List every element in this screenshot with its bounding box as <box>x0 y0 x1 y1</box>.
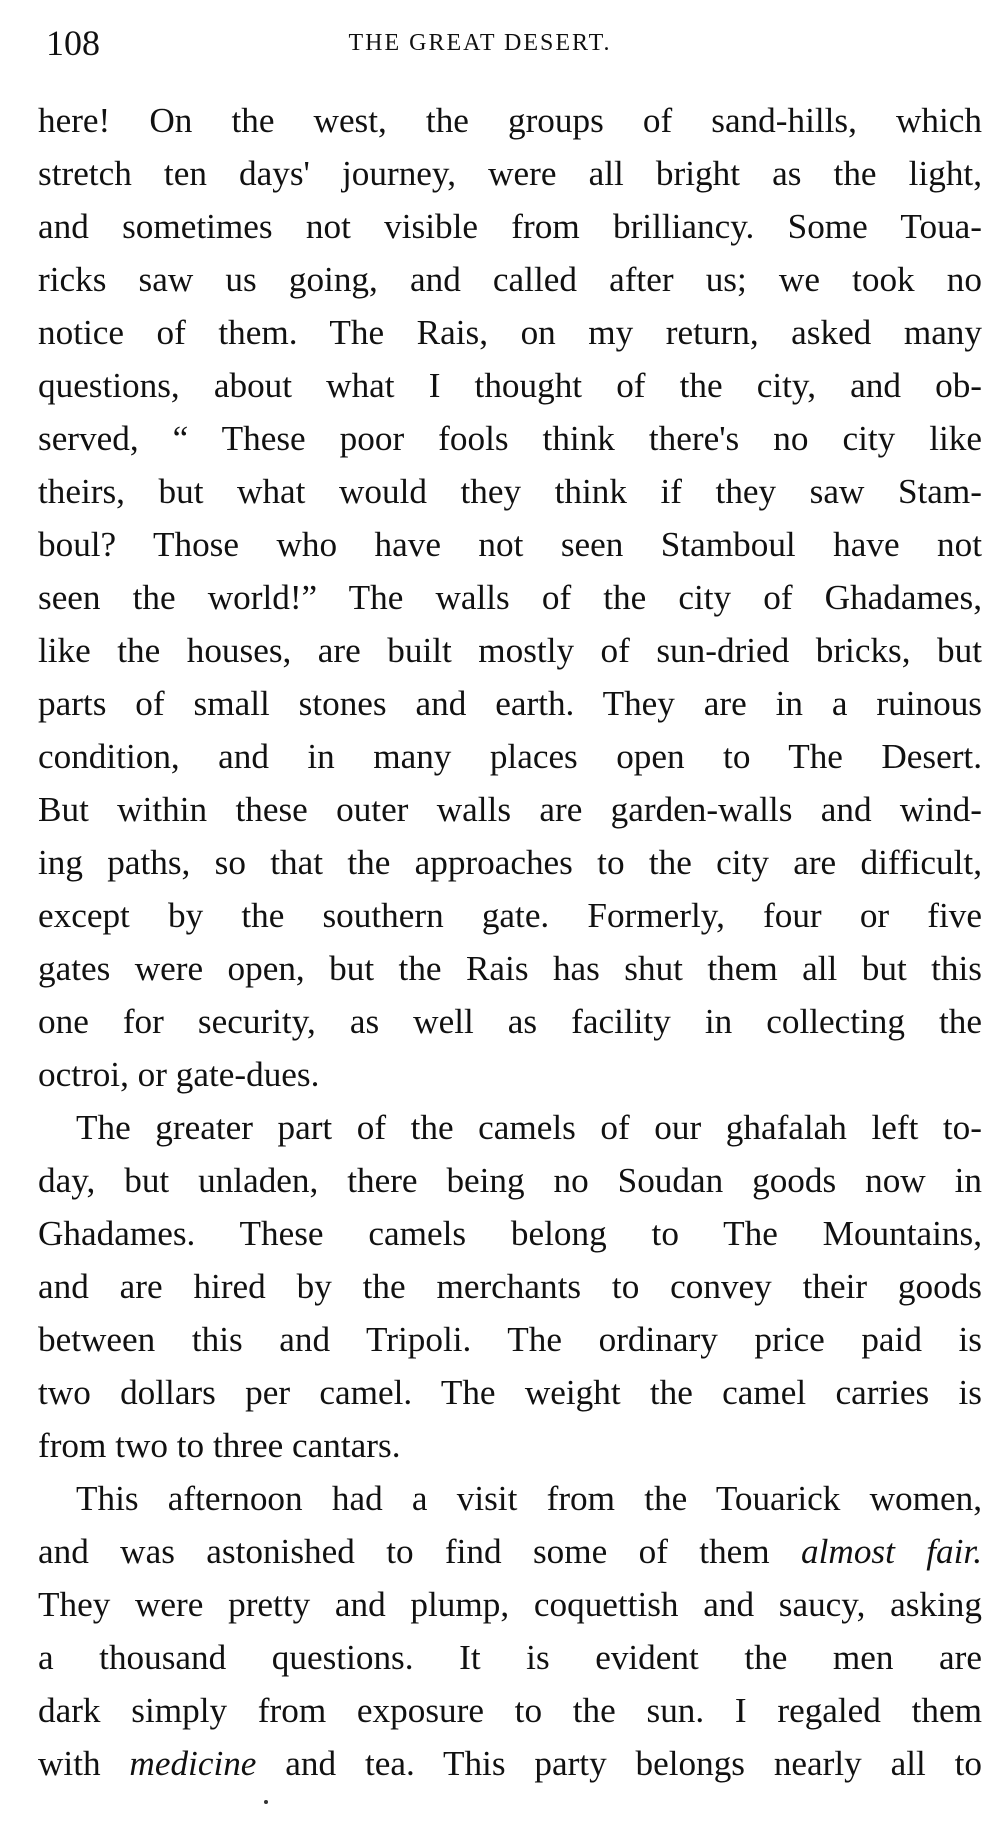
text-fragment: and was astonished to find some of them <box>38 1532 802 1571</box>
running-head <box>40 18 960 68</box>
text-fragment: and tea. This party belongs nearly all to <box>256 1744 982 1783</box>
text-line: served, “ These poor fools think there's no city like <box>38 419 982 458</box>
text-line: and are hired by the merchants to convey their goods <box>38 1267 982 1306</box>
text-line: The greater part of the camels of our ghafalah left to- <box>76 1108 982 1147</box>
text-line: condition, and in many places open to The Desert. <box>38 737 982 776</box>
text-line: seen the world!” The walls of the city of Ghadames, <box>38 578 982 617</box>
text-line <box>38 1525 982 1578</box>
text-line: like the houses, are built mostly of sun-dried bricks, but <box>38 631 982 670</box>
text-line: theirs, but what would they think if they saw Stam- <box>38 472 982 511</box>
text-line: ing paths, so that the approaches to the city are difficult, <box>38 843 982 882</box>
text-line: from two to three cantars. <box>38 1426 401 1465</box>
text-line: This afternoon had a visit from the Touarick women, <box>76 1479 982 1518</box>
text-line: day, but unladen, there being no Soudan goods now in <box>38 1161 982 1200</box>
text-line: and sometimes not visible from brilliancy. Some Toua- <box>38 207 982 246</box>
page-number: 108 <box>46 23 100 63</box>
text-line: notice of them. The Rais, on my return, asked many <box>38 313 982 352</box>
text-line: questions, about what I thought of the city, and ob- <box>38 366 982 405</box>
text-line: except by the southern gate. Formerly, four or five <box>38 896 982 935</box>
text-line: gates were open, but the Rais has shut them all but this <box>38 949 982 988</box>
text-line: between this and Tripoli. The ordinary price paid is <box>38 1320 982 1359</box>
text-line: They were pretty and plump, coquettish and saucy, asking <box>38 1585 982 1624</box>
text-line: Ghadames. These camels belong to The Mountains, <box>38 1214 982 1253</box>
text-line: a thousand questions. It is evident the men are <box>38 1638 982 1677</box>
text-line: parts of small stones and earth. They are in a ruinous <box>38 684 982 723</box>
text-line: two dollars per camel. The weight the camel carries is <box>38 1373 982 1412</box>
print-speck <box>264 1800 268 1804</box>
text-line: one for security, as well as facility in collecting the <box>38 1002 982 1041</box>
text-line: octroi, or gate-dues. <box>38 1055 320 1094</box>
text-line: boul? Those who have not seen Stamboul have not <box>38 525 982 564</box>
body-text <box>38 94 982 1790</box>
text-line: dark simply from exposure to the sun. I regaled them <box>38 1691 982 1730</box>
text-line <box>38 1737 982 1790</box>
text-line: stretch ten days' journey, were all bright as the light, <box>38 154 982 193</box>
text-line: here! On the west, the groups of sand-hills, which <box>38 101 982 140</box>
italic-text: almost fair. <box>801 1532 982 1571</box>
italic-text: medicine <box>129 1744 257 1783</box>
text-fragment: with <box>38 1744 130 1783</box>
text-line: But within these outer walls are garden-walls and wind- <box>38 790 982 829</box>
running-title: THE GREAT DESERT. <box>348 30 612 56</box>
text-line: ricks saw us going, and called after us; we took no <box>38 260 982 299</box>
